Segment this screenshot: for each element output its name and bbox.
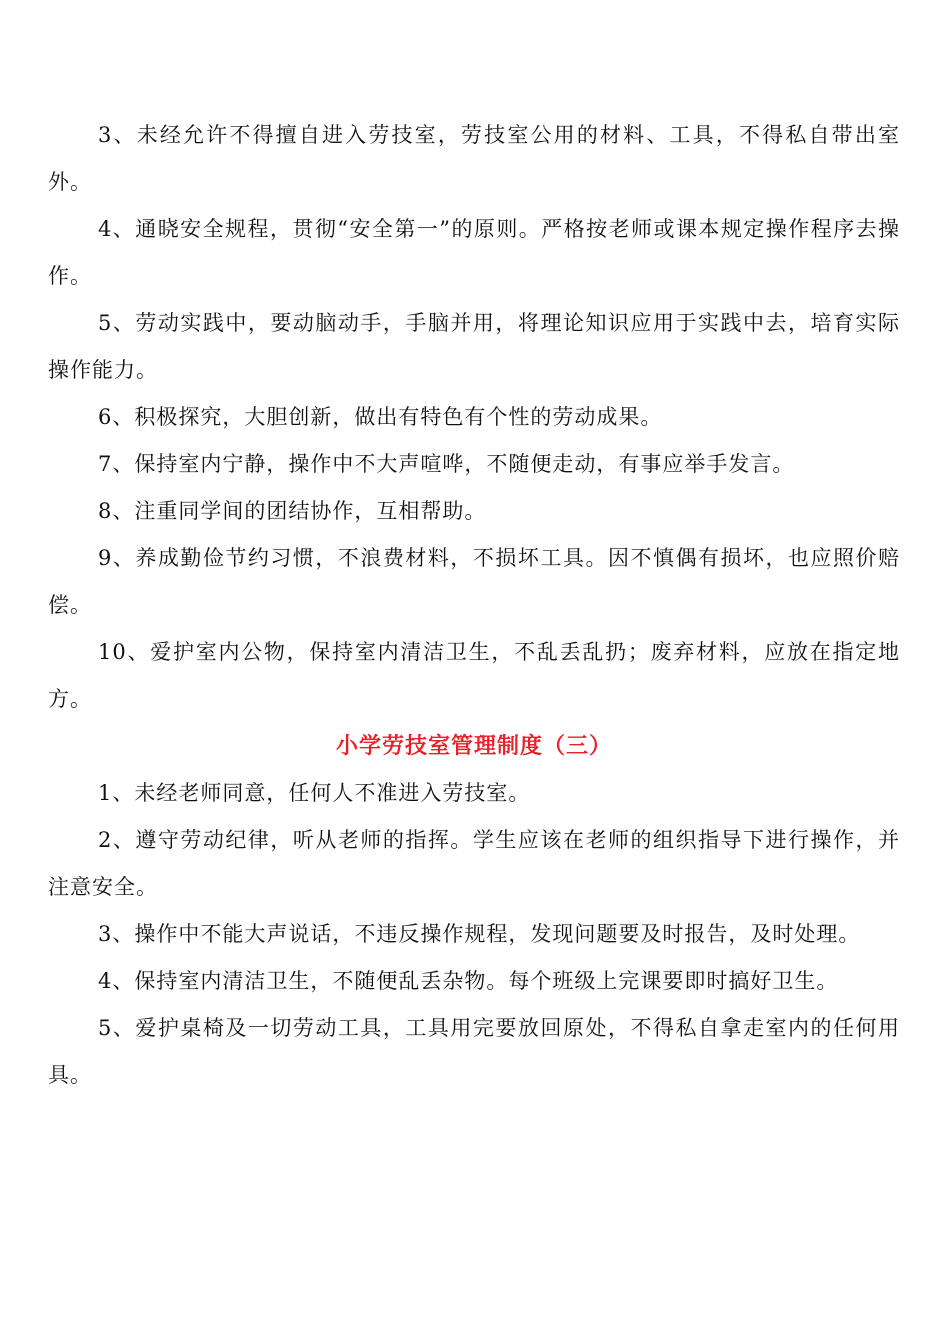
rule-item-prev-6: 6、积极探究，大胆创新，做出有特色有个性的劳动成果。: [98, 405, 663, 429]
rule-item-4: 4、保持室内清洁卫生，不随便乱丢杂物。每个班级上完课要即时搞好卫生。: [98, 969, 839, 993]
rule-item-prev-4: 4、通晓安全规程，贯彻“安全第一”的原则。严格按老师或课本规定操作程序去操作。: [48, 217, 900, 288]
rule-item-5: 5、爱护桌椅及一切劳动工具，工具用完要放回原处，不得私自拿走室内的任何用具。: [48, 1016, 900, 1087]
rule-item-prev-5: 5、劳动实践中，要动脑动手，手脑并用，将理论知识应用于实践中去，培育实际操作能力。: [48, 311, 900, 382]
rule-item-prev-3: 3、未经允许不得擅自进入劳技室，劳技室公用的材料、工具，不得私自带出室外。: [48, 123, 900, 194]
rule-item-2: 2、遵守劳动纪律，听从老师的指挥。学生应该在老师的组织指导下进行操作，并注意安全。: [48, 828, 900, 899]
rule-item-1: 1、未经老师同意，任何人不准进入劳技室。: [98, 781, 531, 805]
document-page: [48, 112, 900, 1099]
rule-item-prev-7: 7、保持室内宁静，操作中不大声喧哗，不随便走动，有事应举手发言。: [98, 452, 795, 476]
rule-item-prev-10: 10、爱护室内公物，保持室内清洁卫生，不乱丢乱扔；废弃材料，应放在指定地方。: [48, 640, 900, 711]
rule-item-prev-8: 8、注重同学间的团结协作，互相帮助。: [98, 499, 487, 523]
rule-item-3: 3、操作中不能大声说话，不违反操作规程，发现问题要及时报告，及时处理。: [98, 922, 861, 946]
section-title: 小学劳技室管理制度（三）: [335, 733, 612, 759]
rule-item-prev-9: 9、养成勤俭节约习惯，不浪费材料，不损坏工具。因不慎偶有损坏，也应照价赔偿。: [48, 546, 900, 617]
